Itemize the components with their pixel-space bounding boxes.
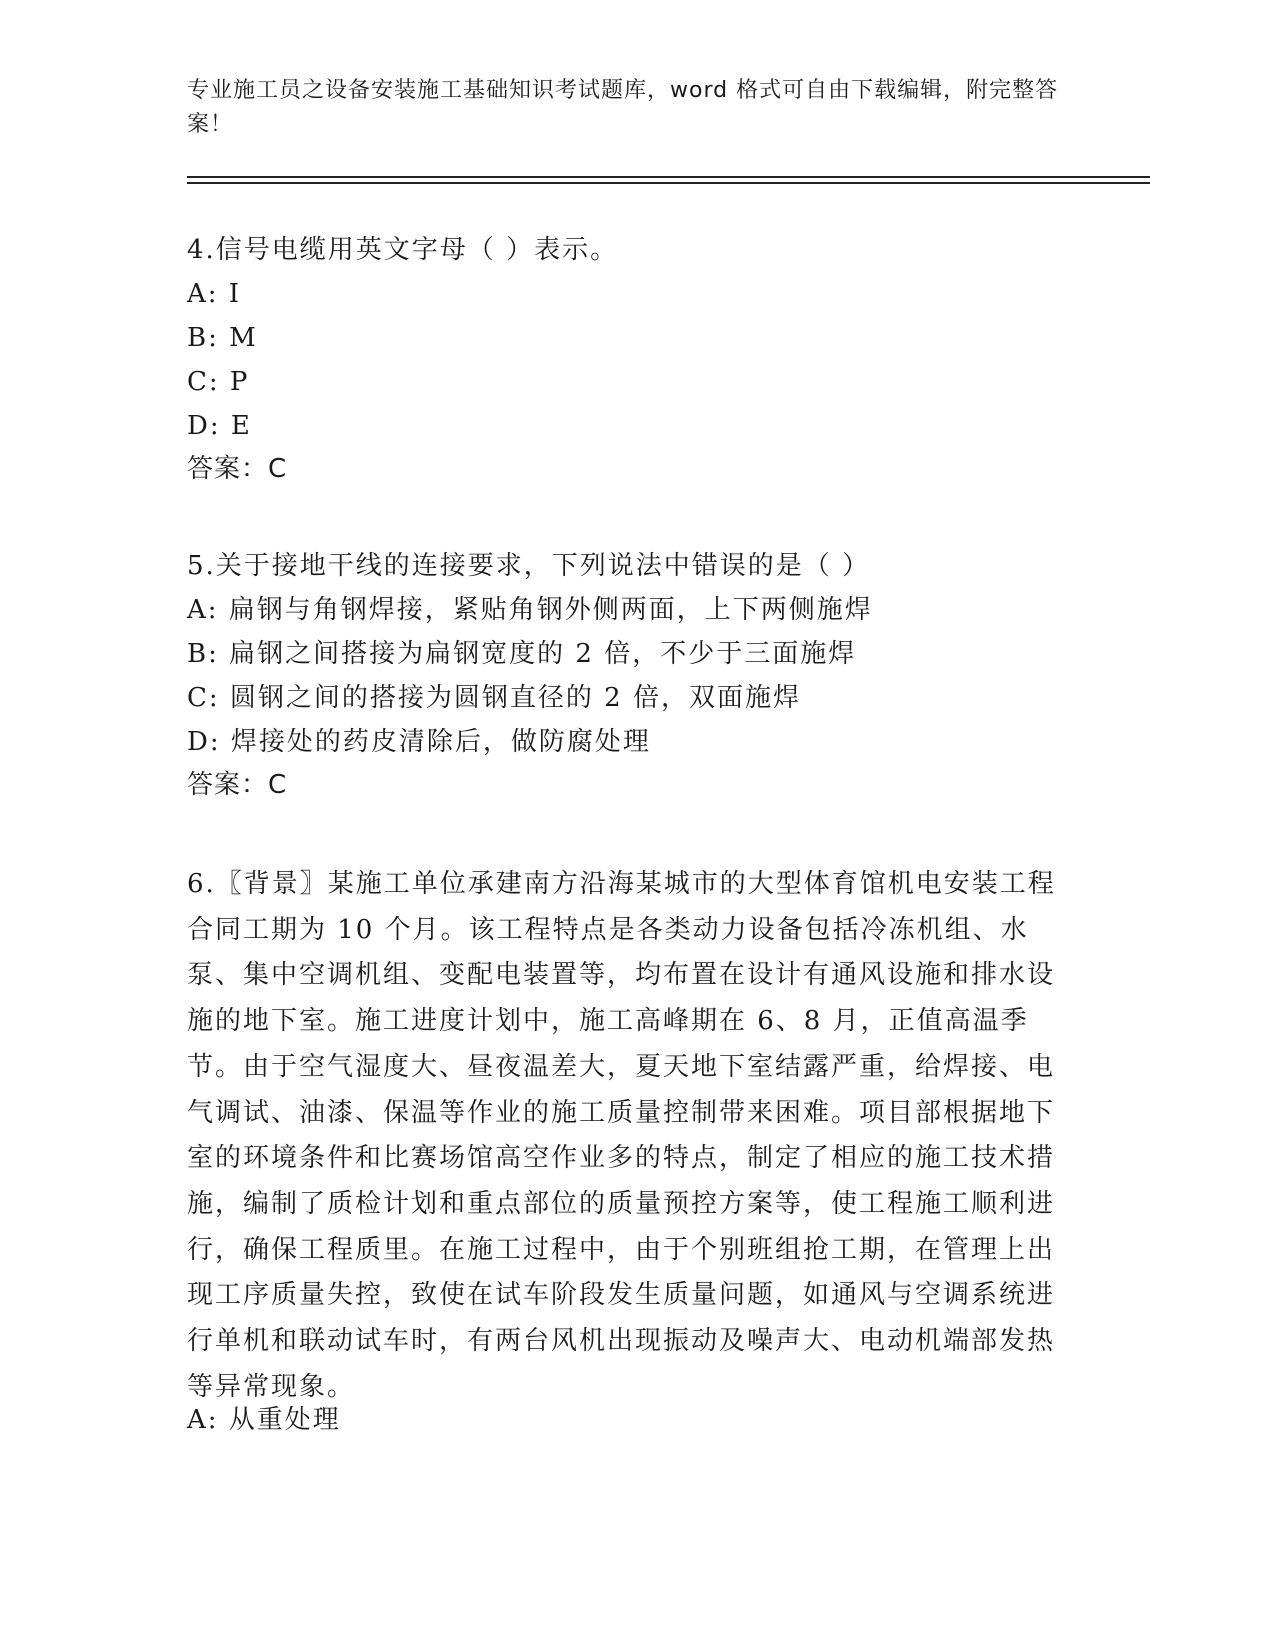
question-5-stem: 5.关于接地干线的连接要求，下列说法中错误的是（ ） <box>187 551 871 581</box>
question-5-answer: 答案：C <box>187 770 288 800</box>
question-6-option-a: A: 从重处理 <box>187 1405 341 1435</box>
question-4-option-a: A: I <box>187 279 242 309</box>
question-4-stem: 4.信号电缆用英文字母（ ）表示。 <box>187 235 619 265</box>
question-5-option-d: D: 焊接处的药皮清除后，做防腐处理 <box>187 727 651 757</box>
question-4-answer: 答案：C <box>187 454 288 484</box>
document-header: 专业施工员之设备安装施工基础知识考试题库，word 格式可自由下载编辑，附完整答案！ <box>187 78 1059 137</box>
question-5-option-c: C: 圆钢之间的搭接为圆钢直径的 2 倍，双面施焊 <box>187 683 801 713</box>
header-divider-top <box>187 176 1150 178</box>
question-4-option-d: D: E <box>187 411 252 441</box>
header-divider-bottom <box>187 182 1150 184</box>
question-6-stem: 6.〖背景〗某施工单位承建南方沿海某城市的大型体育馆机电安装工程合同工期为 10 个月。该工程特点是各类动力设备包括冷冻机组、水泵、集中空调机组、变配电装置等，均布置在设计有通风设施和排水设施的地下室。施工进度计划中，施工高峰期在 6、8 月，正值高温季节。由于空气湿度大、昼夜温差大，夏天地下室结露严重，给焊接、电气调试、油漆、保温等作业的施工质量控制带来困难。项目部根据地下室的环境条件和比赛场馆高空作业多的特点，制定了相应的施工技术措施，编制了质检计划和重点部位的质量预控方案等，使工程施工顺利进行，确保工程质里。在施工过程中，由于个别班组抢工期，在管理上出现工序质量失控，致使在试车阶段发生质量问题，如通风与空调系统进行单机和联动试车时，有两台风机出现振动及噪声大、电动机端部发热等异常现象。 <box>187 869 1056 1402</box>
question-4-option-c: C: P <box>187 367 250 397</box>
question-5-option-b: B: 扁钢之间搭接为扁钢宽度的 2 倍，不少于三面施焊 <box>187 639 857 669</box>
question-5-option-a: A: 扁钢与角钢焊接，紧贴角钢外侧两面，上下两侧施焊 <box>187 595 873 625</box>
question-4-option-b: B: M <box>187 323 258 353</box>
